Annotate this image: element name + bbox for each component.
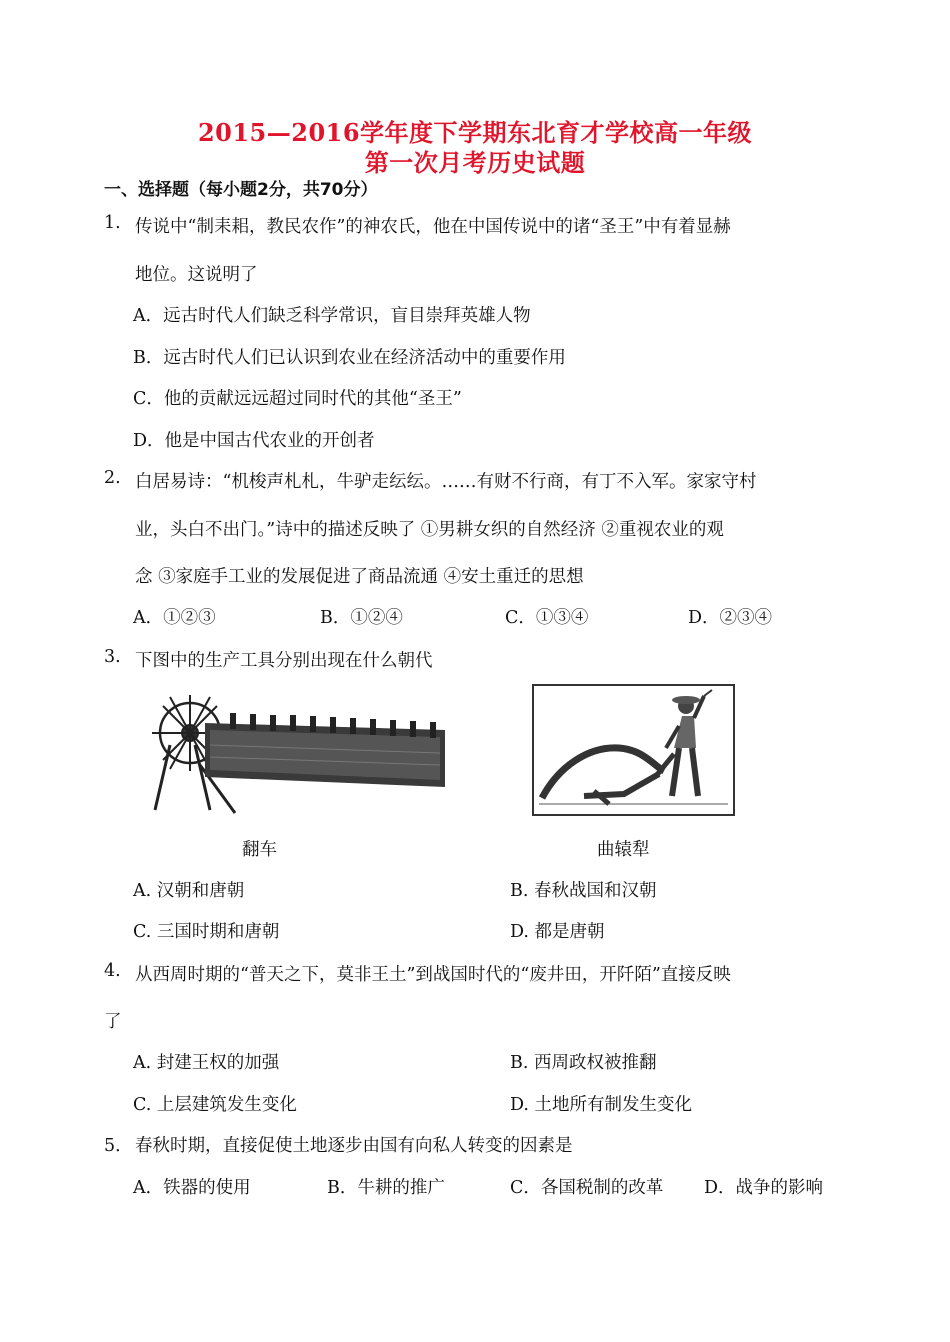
exam-title-line-2: 第一次月考历史试题 xyxy=(364,148,586,177)
figure-caption-plough: 曲辕犁 xyxy=(597,840,650,860)
question-3-option-a: A. 汉朝和唐朝 xyxy=(133,881,245,901)
figure-caption-water-wheel: 翻车 xyxy=(242,840,277,860)
question-1-option-c: C．他的贡献远远超过同时代的其他“圣王” xyxy=(133,389,462,409)
question-1-stem-line: 传说中“制耒耜，教民农作”的神农氏，他在中国传说中的诸“圣王”中有着显赫 xyxy=(135,217,731,237)
question-5-option-c: C．各国税制的改革 xyxy=(510,1178,664,1198)
question-1-option-b: B．远古时代人们已认识到农业在经济活动中的重要作用 xyxy=(133,348,566,368)
exam-title-line-1: 2015—2016学年度下学期东北育才学校高一年级 xyxy=(197,118,753,147)
water-wheel-icon xyxy=(150,685,450,815)
question-5-stem-line: 春秋时期，直接促使土地逐步由国有向私人转变的因素是 xyxy=(135,1136,573,1156)
question-4-option-d: D. 土地所有制发生变化 xyxy=(510,1095,693,1115)
question-4-option-a: A. 封建王权的加强 xyxy=(133,1053,280,1073)
question-1-stem-line: 地位。这说明了 xyxy=(135,265,258,285)
question-5-option-b: B．牛耕的推广 xyxy=(327,1178,445,1198)
question-4-number: 4. xyxy=(104,961,121,981)
question-5-option-a: A．铁器的使用 xyxy=(133,1178,251,1198)
plough-icon xyxy=(532,684,735,816)
question-2-option-b: B．①②④ xyxy=(320,608,403,628)
question-1-option-a: A．远古时代人们缺乏科学常识，盲目崇拜英雄人物 xyxy=(133,306,531,326)
question-2-option-c: C．①③④ xyxy=(505,608,589,628)
question-2-number: 2. xyxy=(104,468,121,488)
question-2-stem-line: 业，头白不出门。”诗中的描述反映了 ①男耕女织的自然经济 ②重视农业的观 xyxy=(135,520,724,540)
question-5-option-d: D．战争的影响 xyxy=(704,1178,824,1198)
question-4-stem-line: 了 xyxy=(104,1012,122,1032)
question-2-stem-line: 白居易诗：“机梭声札札，牛驴走纭纭。……有财不行商，有丁不入军。家家守村 xyxy=(135,472,757,492)
question-1-number: 1. xyxy=(104,213,121,233)
question-3-option-d: D. 都是唐朝 xyxy=(510,922,605,942)
question-4-option-c: C. 上层建筑发生变化 xyxy=(133,1095,297,1115)
question-3-number: 3. xyxy=(104,647,121,667)
question-3-option-b: B. 春秋战国和汉朝 xyxy=(510,881,657,901)
section-heading: 一、选择题（每小题2分，共70分） xyxy=(104,180,378,200)
question-3-stem-line: 下图中的生产工具分别出现在什么朝代 xyxy=(135,651,433,671)
question-5-number: 5． xyxy=(104,1136,133,1156)
question-2-stem-line: 念 ③家庭手工业的发展促进了商品流通 ④安土重迁的思想 xyxy=(135,567,584,587)
question-4-option-b: B. 西周政权被推翻 xyxy=(510,1053,657,1073)
question-4-stem-line: 从西周时期的“普天之下，莫非王土”到战国时代的“废井田，开阡陌”直接反映 xyxy=(135,965,731,985)
question-2-option-d: D．②③④ xyxy=(688,608,773,628)
question-1-option-d: D．他是中国古代农业的开创者 xyxy=(133,431,375,451)
question-2-option-a: A．①②③ xyxy=(133,608,216,628)
question-3-option-c: C. 三国时期和唐朝 xyxy=(133,922,280,942)
